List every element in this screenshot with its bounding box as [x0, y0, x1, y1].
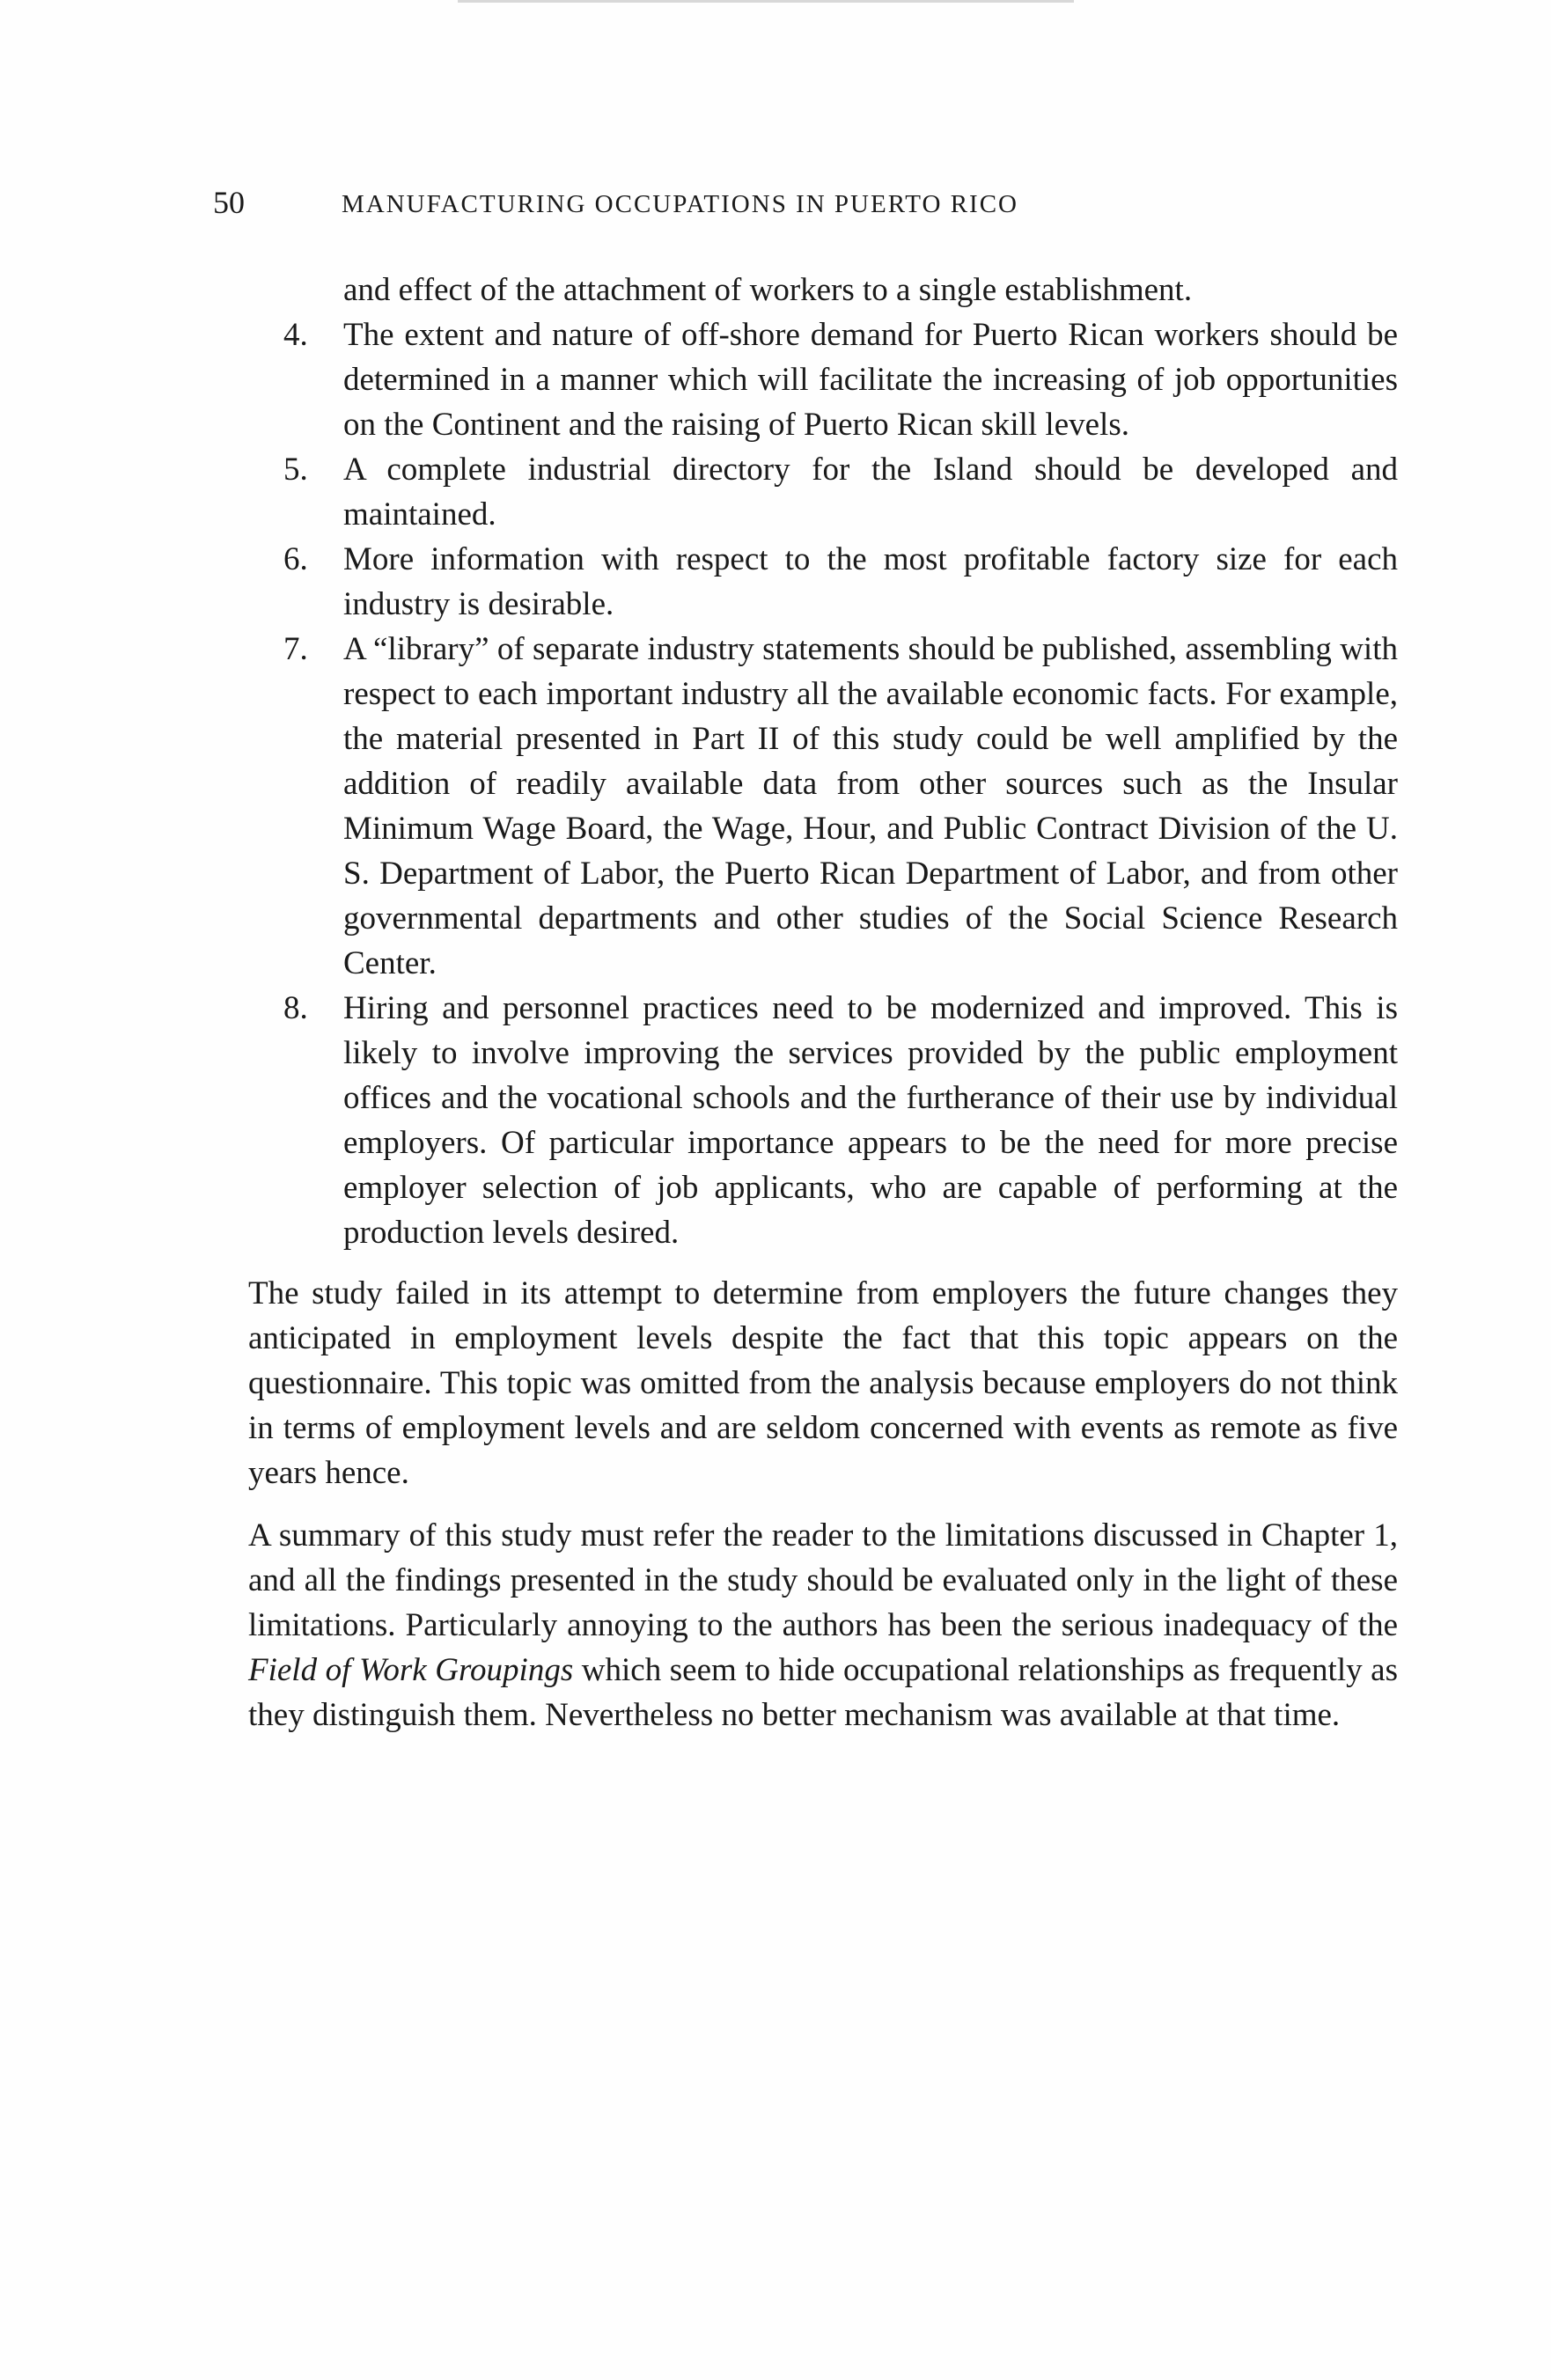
paragraph-text: The study failed in its attempt to determine from employers the future changes they anticipated in employment levels despite the fact that this topic appears on the questionnaire. This topic was omitted from the analysis because employers do not think in terms of employment levels and are seldom concerned with events as remote as five years hence. — [248, 1275, 1398, 1491]
list-item-text: Hiring and personnel practices need to be modernized and improved. This is likely to involve improving the services provided by the public employment offices and the vocational schools and the furtherance of their use by individual employers. Of particular importance appears to be the need for more precise employer selection of job applicants, who are capable of performing at the production levels desired. — [343, 990, 1398, 1251]
running-title: MANUFACTURING OCCUPATIONS IN PUERTO RICO — [342, 190, 1018, 218]
body-text — [248, 268, 1398, 1737]
list-item — [248, 537, 1398, 627]
list-item — [248, 986, 1398, 1255]
page-number: 50 — [213, 185, 245, 220]
list-item — [248, 312, 1398, 447]
list-item — [248, 447, 1398, 537]
italic-title: Field of Work Groupings — [248, 1652, 574, 1688]
list-item-number: 5. — [283, 452, 308, 488]
list-item-text: and effect of the attachment of workers to a single establishment. — [343, 272, 1193, 308]
paragraph-limitations — [248, 1513, 1398, 1737]
list-item-number: 7. — [283, 631, 308, 667]
paragraph-employment-forecast — [248, 1271, 1398, 1495]
list-item-text: More information with respect to the most profitable factory size for each industry is desirable. — [343, 541, 1398, 622]
list-item-text: A complete industrial directory for the Island should be developed and maintained. — [343, 452, 1398, 533]
list-item-number: 4. — [283, 317, 308, 353]
list-item — [248, 627, 1398, 986]
paragraph-text: A summary of this study must refer the reader to the limitations discussed in Chapter 1, and all the findings presented in the study should be evaluated only in the light of these limitations. Particularly annoying to the authors has been the serious inadequacy of the — [248, 1517, 1398, 1643]
list-item-number: 8. — [283, 990, 308, 1026]
list-item-continuation — [248, 268, 1398, 312]
list-item-text: The extent and nature of off-shore demand for Puerto Rican workers should be determined in a manner which will facilitate the increasing of job opportunities on the Continent and the raising of Puerto Rican skill levels. — [343, 317, 1398, 443]
page-edge-rule — [458, 0, 1074, 3]
list-item-text: A “library” of separate industry statements should be published, assembling with respect to each important industry all the available economic facts. For example, the material presented in Part II of this study could be well amplified by the addition of readily available data from other sources such as the Insular Minimum Wage Board, the Wage, Hour, and Public Contract Division of the U. S. Department of Labor, the Puerto Rican Department of Labor, and from other governmental departments and other studies of the Social Science Research Center. — [343, 631, 1398, 981]
list-item-number: 6. — [283, 541, 308, 577]
paragraph-text: which seem to hide occupational relationships as frequently as they distinguish them. Nevertheless no better mechanism was available at that time. — [248, 1652, 1398, 1733]
